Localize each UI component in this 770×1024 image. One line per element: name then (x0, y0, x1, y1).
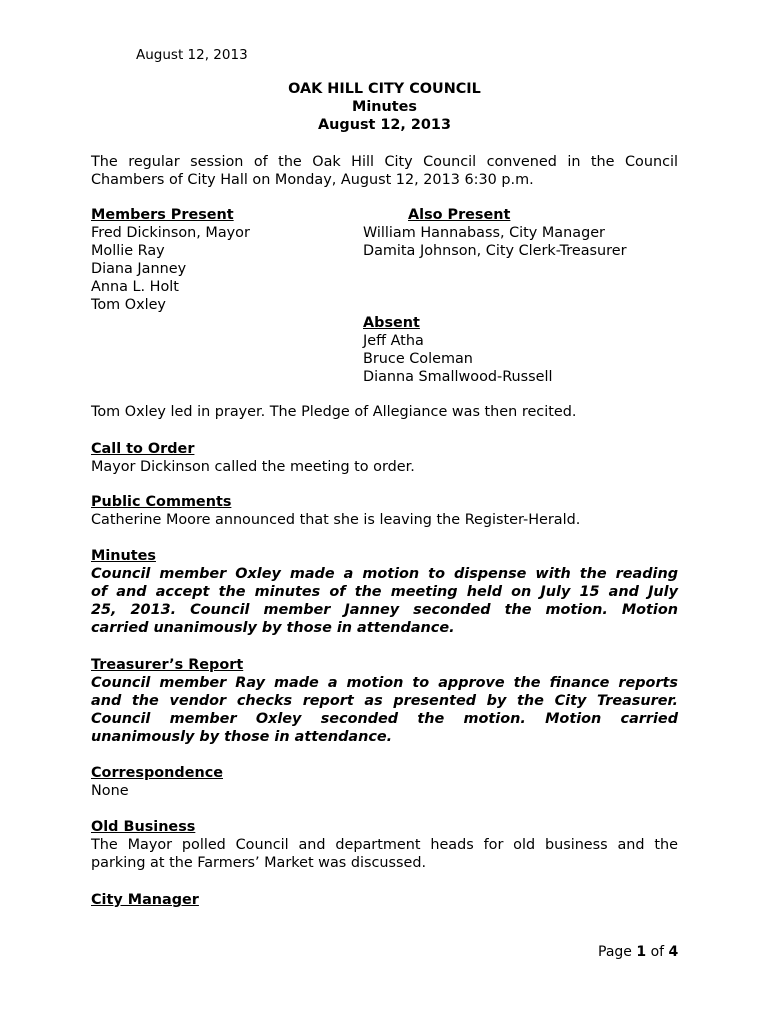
absent-name: Bruce Coleman (363, 351, 473, 367)
member-name: Tom Oxley (91, 297, 166, 313)
call-to-order-text: Mayor Dickinson called the meeting to order. (91, 459, 415, 475)
title-council-name: OAK HILL CITY COUNCIL (288, 81, 481, 97)
absent-name: Dianna Smallwood-Russell (363, 369, 553, 385)
header-date: August 12, 2013 (136, 47, 248, 63)
call-to-order-section (91, 440, 678, 476)
treasurers-report-line: and the vendor checks report as presented by the City Treasurer. (91, 693, 678, 709)
footer-prefix: Page (598, 944, 632, 960)
treasurers-report-line: Council member Ray made a motion to approve the finance reports (91, 675, 678, 691)
members-present-section (91, 206, 250, 314)
public-comments-heading: Public Comments (91, 494, 232, 510)
minutes-heading: Minutes (91, 548, 156, 564)
intro-paragraph (91, 153, 678, 189)
also-present-heading-wrap (363, 206, 627, 224)
call-to-order-heading: Call to Order (91, 441, 195, 457)
member-name: Mollie Ray (91, 243, 165, 259)
correspondence-section (91, 764, 678, 800)
footer-current-page: 1 (636, 944, 647, 960)
treasurers-report-section (91, 656, 678, 746)
minutes-line: Council member Oxley made a motion to dispense with the reading (91, 566, 678, 582)
correspondence-text: None (91, 783, 129, 799)
treasurers-report-heading: Treasurer’s Report (91, 657, 244, 673)
treasurers-report-line: unanimously by those in attendance. (91, 729, 393, 745)
page-number-footer (598, 943, 678, 961)
public-comments-text: Catherine Moore announced that she is leaving the Register-Herald. (91, 512, 581, 528)
absent-name: Jeff Atha (363, 333, 424, 349)
title-minutes: Minutes (352, 99, 417, 115)
prayer-paragraph (91, 403, 678, 421)
prayer-text: Tom Oxley led in prayer. The Pledge of Allegiance was then recited. (91, 404, 577, 420)
absent-section (363, 314, 553, 386)
also-present-name: William Hannabass, City Manager (363, 225, 605, 241)
minutes-line: carried unanimously by those in attendance. (91, 620, 455, 636)
members-present-heading: Members Present (91, 207, 234, 223)
footer-total-pages: 4 (668, 944, 679, 960)
minutes-line: 25, 2013. Council member Janney seconded the motion. Motion (91, 602, 678, 618)
old-business-line-2: parking at the Farmers’ Market was discussed. (91, 855, 427, 871)
minutes-line: of and accept the minutes of the meeting held on July 15 and July (91, 584, 678, 600)
old-business-heading: Old Business (91, 819, 196, 835)
public-comments-section (91, 493, 678, 529)
absent-heading: Absent (363, 315, 420, 331)
footer-of: of (650, 944, 665, 960)
also-present-name: Damita Johnson, City Clerk-Treasurer (363, 243, 627, 259)
intro-line-1: The regular session of the Oak Hill City Council convened in the Council (91, 154, 678, 170)
intro-line-2: Chambers of City Hall on Monday, August 12, 2013 6:30 p.m. (91, 172, 534, 188)
document-title (91, 80, 678, 134)
title-date: August 12, 2013 (318, 117, 451, 133)
city-manager-section (91, 891, 678, 909)
correspondence-heading: Correspondence (91, 765, 223, 781)
also-present-heading: Also Present (408, 207, 511, 223)
member-name: Fred Dickinson, Mayor (91, 225, 250, 241)
old-business-section (91, 818, 678, 872)
minutes-section (91, 547, 678, 637)
treasurers-report-line: Council member Oxley seconded the motion. Motion carried (91, 711, 678, 727)
city-manager-heading: City Manager (91, 892, 199, 908)
old-business-line-1: The Mayor polled Council and department heads for old business and the (91, 837, 678, 853)
also-present-section (363, 206, 627, 260)
member-name: Diana Janney (91, 261, 187, 277)
member-name: Anna L. Holt (91, 279, 179, 295)
